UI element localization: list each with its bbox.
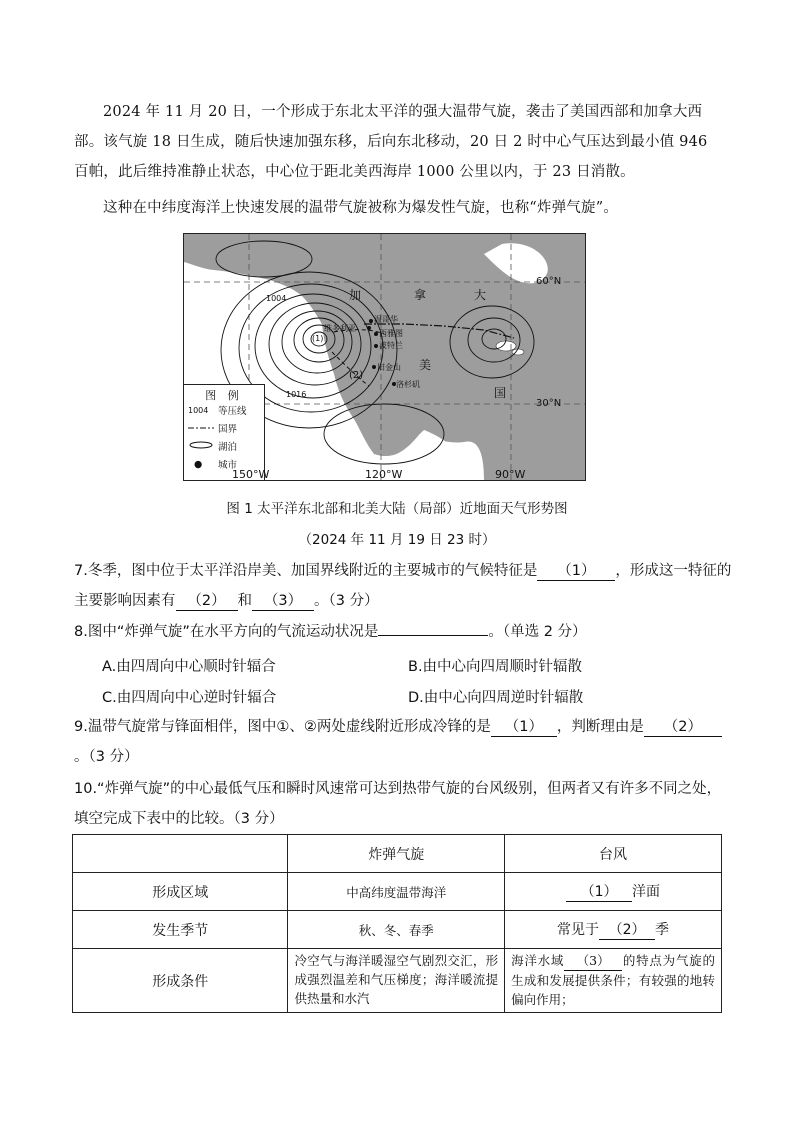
table-header-bomb: 炸弹气旋 [288, 835, 505, 873]
city-label-seattle: 西雅图 [379, 329, 403, 338]
q7-blank-2: （2） [176, 592, 238, 611]
lon-label-120: 120°W [365, 468, 403, 481]
table-header-row [73, 835, 722, 873]
city-label-victoria: 维多利亚 [324, 324, 356, 333]
city-dot-icon: ● [188, 458, 203, 470]
q7-blank-3: （3） [252, 592, 314, 611]
q8-option-c: C.由四周向中心逆时针辐合 [102, 690, 277, 706]
legend-item-isobar: 1004 等压线 [188, 405, 247, 417]
isobar-label-1016: 1016 [286, 390, 307, 399]
intro-paragraph-1: 2024 年 11 月 20 日，一个形成于东北太平洋的强大温带气旋，袭击了美国西部和加拿大西部。该气旋 18 日生成，随后快速加强东移，后向东北移动，20 日 2 时中心气压达到最小值 946 百帕，此后维持准静止状态，中心位于距北美西海岸 1000 公里以内，于 23 日消散。 [74, 104, 708, 180]
table-corner-cell [73, 835, 288, 873]
map-legend [184, 384, 265, 481]
bomb-condition: 冷空气与海洋暖湿空气剧烈交汇，形成强烈温差和气压梯度；海洋暖流提供热量和水汽 [288, 949, 505, 1013]
country-label-na: 拿 [414, 288, 427, 302]
q7-blank-1: （1） [537, 562, 615, 581]
table-blank-1: （1） [566, 883, 632, 902]
typhoon-region: （1） 洋面 [505, 873, 722, 911]
q9-blank-1: （1） [491, 718, 557, 737]
country-label-da: 大 [474, 288, 487, 302]
table-blank-2: （2） [599, 921, 655, 940]
front-label-2: (2) [349, 370, 364, 381]
border-line-icon [188, 423, 218, 434]
legend-item-border: 国界 [188, 421, 264, 435]
row-label-region: 形成区域 [73, 873, 288, 911]
legend-item-lake: 湖泊 [188, 439, 264, 453]
table-row [73, 873, 722, 911]
row-label-season: 发生季节 [73, 911, 288, 949]
lon-label-150: 150°W [232, 468, 270, 481]
row-label-condition: 形成条件 [73, 949, 288, 1013]
lat-label-60: 60°N [536, 276, 562, 287]
q8-answer-blank [378, 635, 488, 636]
table-blank-3: （3） [564, 952, 622, 971]
question-9: 9.温带气旋常与锋面相伴，图中①、②两处虚线附近形成冷锋的是 （1） ，判断理由是 （2）。（3 分） [74, 712, 734, 772]
lon-label-90: 90°W [495, 468, 526, 481]
intro-paragraph-2: 这种在中纬度海洋上快速发展的温带气旋被称为爆发性气旋，也称“炸弹气旋”。 [103, 200, 619, 216]
comparison-table [72, 834, 722, 1013]
q8-option-a: A.由四周向中心顺时针辐合 [102, 659, 276, 675]
q8-option-b: B.由中心向四周顺时针辐散 [408, 659, 583, 675]
typhoon-season: 常见于 （2） 季 [505, 911, 722, 949]
figure-caption-time: （2024 年 11 月 19 日 23 时） [298, 532, 496, 548]
legend-title: 图 例 [205, 389, 243, 402]
city-label-losangeles: 洛杉矶 [396, 380, 420, 389]
great-lakes [496, 341, 516, 351]
question-7: 7.冬季，图中位于太平洋沿岸美、加国界线附近的主要城市的气候特征是 （1） ，形成这一特征的主要影响因素有 （2） 和 （3） 。（3 分） [74, 563, 732, 609]
table-row [73, 911, 722, 949]
isobar-sample: 1004 [188, 405, 209, 415]
legend-item-city: ● 城市 [188, 458, 238, 471]
country-label-guo: 国 [494, 386, 507, 400]
table-row [73, 949, 722, 1013]
city-label-sanfrancisco: 旧金山 [377, 363, 401, 372]
front-label-1: (1) [312, 334, 324, 343]
question-8: 8.图中“炸弹气旋”在水平方向的气流运动状况是 。（单选 2 分） [74, 624, 587, 640]
isobar-label-1004: 1004 [266, 294, 287, 303]
lake-icon [188, 441, 218, 452]
city-label-portland: 波特兰 [379, 341, 403, 350]
lat-label-30: 30°N [536, 398, 562, 409]
figure-caption-title: 图 1 太平洋东北部和北美大陆（局部）近地面天气形势图 [226, 501, 568, 517]
typhoon-condition: 海洋水域 （3） 的特点为气旋的生成和发展提供条件；有较强的地转偏向作用； [505, 949, 722, 1013]
question-10: 10.“炸弹气旋”的中心最低气压和瞬时风速常可达到热带气旋的台风级别，但两者又有许多不同之处，填空完成下表中的比较。（3 分） [74, 781, 722, 827]
q8-option-d: D.由中心向四周逆时针辐散 [408, 690, 584, 706]
city-label-vancouver: 温哥华 [374, 315, 398, 324]
country-label-mei: 美 [419, 358, 432, 372]
country-label-jia: 加 [349, 288, 362, 302]
weather-map [183, 233, 586, 481]
table-header-typhoon: 台风 [505, 835, 722, 873]
bomb-region: 中高纬度温带海洋 [288, 873, 505, 911]
q9-blank-2: （2） [644, 718, 722, 737]
bomb-season: 秋、冬、春季 [288, 911, 505, 949]
